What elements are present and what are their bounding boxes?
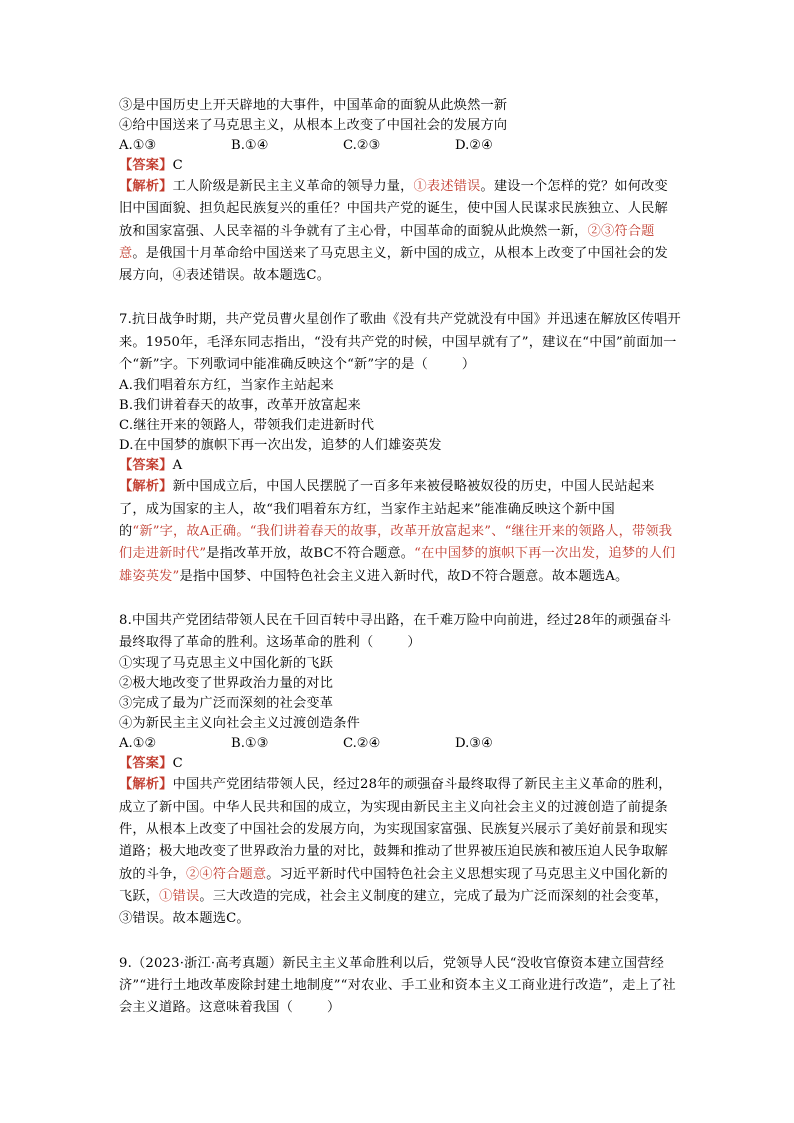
analysis-label: 【解析】 [119, 179, 173, 194]
q7-answer [119, 456, 681, 476]
q9-stem-end: ） [327, 1000, 341, 1016]
answer-label: 【答案】 [119, 158, 173, 173]
q8-stem [119, 610, 681, 655]
q7-option-b: B.我们讲着春天的故事，改革开放富起来 [119, 398, 361, 414]
q7-analysis-highlight-3: “在中国梦的旗帜下再一次出发，追梦的人们雄姿英发” [119, 546, 676, 584]
q6-option-4: ④给中国送来了马克思主义，从根本上改变了中国社会的发展方向 [119, 118, 508, 133]
q6-analysis-highlight-2: ②③符合题意 [119, 223, 655, 261]
q8-analysis-highlight-2: ①错误 [159, 888, 200, 904]
q6-choice-d: D.②④ [455, 138, 493, 153]
q8-analysis-text-c: 。三大改造的完成，社会主义制度的建立，完成了最为广泛而深刻的社会变革，③错误。故本题选C。 [119, 888, 668, 927]
q8-analysis-text-a: 中国共产党团结带领人民，经过28年的顽强奋斗最终取得了新民主主义革命的胜利，成立了新中国。中华人民共和国的成立，为实现由新民主主义向社会主义的过渡创造了前提条件，从根本上改变了中国社会的发展方向，为实现国家富强、民族复兴展示了美好前景和现实道路；极大地改变了世界政治力量的对比，鼓舞和推动了世界被压迫民族和被压迫人民争取解放的斗争， [119, 777, 672, 882]
q6-analysis-highlight-1: ①表述错误 [413, 179, 481, 194]
q6-answer [119, 156, 681, 176]
q8-answer-value: C [172, 756, 183, 772]
q7-stem [119, 309, 681, 376]
q7-analysis-text-c: 是指中国梦、中国特色社会主义进入新时代，故D不符合题意。故本题选A。 [179, 568, 629, 584]
q8-analysis [119, 774, 681, 930]
q7-analysis-text-a: 新中国成立后，中国人民摆脱了一百多年来被侵略被奴役的历史，中国人民站起来了，成为国家的主人，故“我们唱着东方红，当家作主站起来”能准确反映这个新中国的 [119, 479, 655, 539]
q7-stem-text: 7.抗日战争时期，共产党员曹火星创作了歌曲《没有共产党就没有中国》并迅速在解放区传唱开来。1950年，毛泽东同志指出，“没有共产党的时候，中国早就有了”，建议在“中国”前面加一个“新”字。下列歌词中能准确反映这个“新”字的是（ [119, 312, 681, 373]
q9-stem [119, 953, 681, 1020]
q7-analysis-highlight-2: “我们讲着春天的故事，改革开放富起来”、“继往开来的领路人，带领我们走进新时代” [119, 523, 673, 562]
answer-label: 【答案】 [119, 756, 173, 772]
q6-analysis-text-a: 工人阶级是新民主主义革命的领导力量， [172, 179, 414, 194]
document-page [119, 96, 681, 1019]
q8-analysis-highlight-1: ②④符合题意 [185, 866, 267, 882]
q8-answer [119, 754, 681, 774]
q6-choice-b: B.①④ [231, 138, 269, 153]
analysis-label: 【解析】 [119, 777, 173, 793]
q8-choice-b: B.①③ [231, 736, 269, 752]
q7-option-c: C.继往开来的领路人，带领我们走进新时代 [119, 418, 375, 434]
q7-analysis [119, 476, 681, 587]
q6-analysis-text-c: 。是俄国十月革命给中国送来了马克思主义，新中国的成立，从根本上改变了中国社会的发展方向，④表述错误。故本题选C。 [119, 245, 668, 284]
q8-statement-3: ③完成了最为广泛而深刻的社会变革 [119, 696, 334, 712]
q8-choice-a: A.①② [119, 736, 157, 752]
analysis-label: 【解析】 [119, 479, 173, 495]
q8-statement-1: ①实现了马克思主义中国化新的飞跃 [119, 656, 334, 672]
q8-statement-4: ④为新民主主义向社会主义过渡创造条件 [119, 716, 360, 732]
q8-choice-c: C.②④ [343, 736, 381, 752]
q6-analysis [119, 176, 681, 287]
answer-label: 【答案】 [119, 458, 173, 474]
q7-analysis-text-b: 是指改革开放，故BC不符合题意。 [206, 546, 415, 562]
q6-choices [119, 136, 681, 156]
q7-option-a: A.我们唱着东方红，当家作主站起来 [119, 378, 334, 394]
q9-stem-text: 9.（2023·浙江·高考真题）新民主主义革命胜利以后，党领导人民“没收官僚资本建立国营经济”“进行土地改革废除封建土地制度”“对农业、手工业和资本主义工商业进行改造”，走上了社会主义道路。这意味着我国（ [119, 955, 676, 1016]
q6-analysis-text-b: 。建设一个怎样的党？如何改变旧中国面貌、担负起民族复兴的重任？中国共产党的诞生，使中国人民谋求民族独立、人民解放和国家富强、人民幸福的斗争就有了主心骨，中国革命的面貌从此焕然一新， [119, 179, 668, 239]
q8-choice-d: D.③④ [455, 736, 493, 752]
q8-stem-text: 8.中国共产党团结带领人民在千回百转中寻出路，在千难万险中向前进，经过28年的顽强奋斗最终取得了革命的胜利。这场革命的胜利（ [119, 612, 672, 651]
q7-analysis-highlight-1: “新”字，故A正确。 [132, 523, 250, 539]
q8-stem-end: ） [407, 635, 421, 651]
q7-stem-end: ） [461, 357, 476, 373]
q7-answer-value: A [172, 458, 183, 474]
q8-choices [119, 734, 681, 754]
q6-choice-c: C.②③ [343, 138, 381, 153]
q8-analysis-text-b: 。习近平新时代中国特色社会主义思想实现了马克思主义中国化新的飞跃， [119, 866, 668, 904]
q8-statement-2: ②极大地改变了世界政治力量的对比 [119, 676, 334, 692]
q6-answer-value: C [172, 158, 183, 173]
q6-option-3: ③是中国历史上开天辟地的大事件，中国革命的面貌从此焕然一新 [119, 98, 508, 113]
q6-choice-a: A.①③ [119, 138, 157, 153]
q7-option-d: D.在中国梦的旗帜下再一次出发，追梦的人们雄姿英发 [119, 438, 442, 454]
